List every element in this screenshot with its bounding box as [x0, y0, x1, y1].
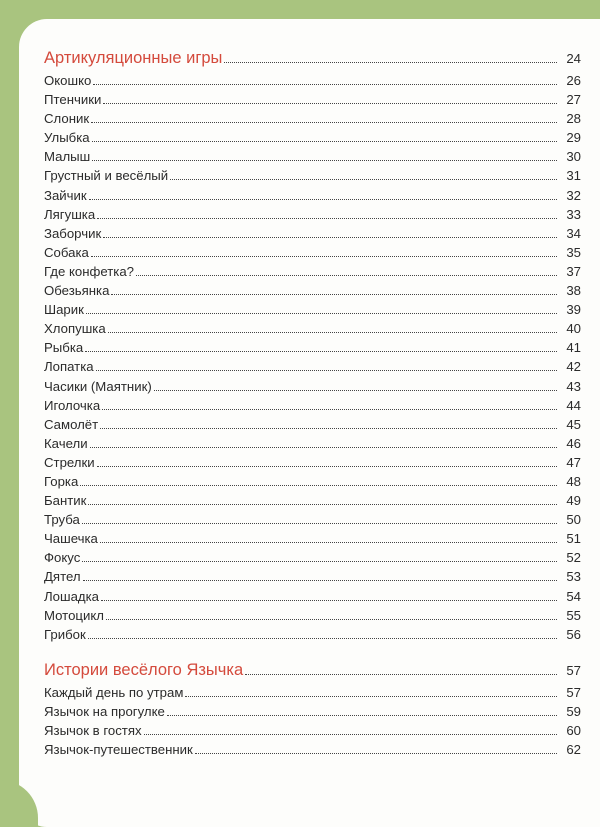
dot-leader [88, 504, 557, 505]
toc-entry[interactable] [44, 625, 581, 644]
entry-page-number: 47 [566, 454, 581, 470]
entry-page-number: 28 [566, 111, 581, 127]
dot-leader [101, 600, 557, 601]
entry-page-number: 62 [566, 742, 581, 758]
entry-page-number: 51 [566, 531, 581, 547]
dot-leader [93, 84, 557, 85]
toc-entry[interactable] [44, 338, 581, 357]
toc-entry[interactable] [44, 357, 581, 376]
entry-page-number: 50 [566, 512, 581, 528]
dot-leader [91, 122, 557, 123]
entry-page-number: 33 [566, 206, 581, 222]
entry-title: Малыш [44, 149, 91, 165]
entry-page-number: 45 [566, 416, 581, 432]
toc-entry[interactable] [44, 434, 581, 453]
dot-leader [195, 753, 557, 754]
entry-page-number: 39 [566, 302, 581, 318]
entry-page-number: 55 [566, 607, 581, 623]
dot-leader [96, 370, 557, 371]
dot-leader [100, 542, 557, 543]
entry-page-number: 54 [566, 588, 581, 604]
dot-leader [86, 313, 557, 314]
toc-entry[interactable] [44, 702, 581, 721]
entry-page-number: 44 [566, 397, 581, 413]
dot-leader [103, 103, 557, 104]
toc-entry[interactable] [44, 224, 581, 243]
entry-page-number: 26 [566, 73, 581, 88]
entry-title: Иголочка [44, 397, 101, 413]
entry-title: Самолёт [44, 416, 99, 432]
entry-title: Лошадка [44, 588, 99, 604]
entry-title: Каждый день по утрам [44, 684, 184, 700]
entry-title: Часики (Маятник) [44, 378, 152, 394]
toc-entry[interactable] [44, 491, 581, 510]
toc-entry[interactable] [44, 243, 581, 262]
dot-leader [90, 447, 557, 448]
toc-entry[interactable] [44, 529, 581, 548]
entry-page-number: 34 [566, 225, 581, 241]
entry-page-number: 43 [566, 378, 581, 394]
dot-leader [100, 428, 557, 429]
entry-page-number: 57 [566, 684, 581, 700]
toc-section [44, 658, 581, 759]
entry-page-number: 29 [566, 130, 581, 146]
entry-title: Грибок [44, 626, 86, 642]
entry-page-number: 32 [566, 187, 581, 203]
entry-title: Качели [44, 435, 88, 451]
toc-entry[interactable] [44, 548, 581, 567]
section-page-number: 57 [566, 662, 581, 678]
entry-page-number: 35 [566, 244, 581, 260]
toc-entry[interactable] [44, 567, 581, 586]
entry-page-number: 42 [566, 359, 581, 375]
entry-title: Язычок-путешественник [44, 742, 193, 758]
entry-title: Лягушка [44, 206, 96, 222]
entry-page-number: 37 [566, 263, 581, 279]
dot-leader [85, 351, 557, 352]
dot-leader [106, 619, 557, 620]
dot-leader [83, 580, 557, 581]
dot-leader [136, 275, 557, 276]
entry-title: Зайчик [44, 187, 87, 203]
entry-title: Шарик [44, 302, 84, 318]
dot-leader [185, 696, 557, 697]
entry-page-number: 53 [566, 569, 581, 585]
section-title: Истории весёлого Язычка [44, 660, 244, 679]
entry-page-number: 56 [566, 626, 581, 642]
entry-title: Заборчик [44, 225, 102, 241]
entry-title: Слоник [44, 111, 90, 127]
toc-entry[interactable] [44, 281, 581, 300]
dot-leader [80, 485, 557, 486]
dot-leader [170, 179, 557, 180]
entry-page-number: 27 [566, 92, 581, 108]
entry-title: Грустный и весёлый [44, 168, 169, 184]
entry-title: Собака [44, 244, 89, 260]
dot-leader [108, 332, 557, 333]
toc-entry[interactable] [44, 109, 581, 128]
toc-entry[interactable] [44, 186, 581, 205]
dot-leader [245, 674, 557, 675]
entry-page-number: 48 [566, 473, 581, 489]
entry-title: Труба [44, 512, 80, 528]
dot-leader [97, 466, 557, 467]
section-title: Артикуляционные игры [44, 49, 223, 67]
entry-page-number: 52 [566, 550, 581, 566]
entry-title: Окошко [44, 73, 92, 88]
dot-leader [82, 561, 557, 562]
entry-page-number: 30 [566, 149, 581, 165]
entry-title: Рыбка [44, 340, 84, 356]
dot-leader [154, 390, 557, 391]
entry-page-number: 41 [566, 340, 581, 356]
entry-page-number: 46 [566, 435, 581, 451]
toc-entry[interactable] [44, 415, 581, 434]
dot-leader [91, 256, 557, 257]
dot-leader [88, 638, 557, 639]
dot-leader [92, 160, 557, 161]
toc-entry-list [44, 71, 581, 644]
entry-title: Язычок в гостях [44, 723, 142, 738]
entry-title: Фокус [44, 550, 81, 566]
entry-page-number: 31 [566, 168, 581, 184]
dot-leader [224, 62, 557, 63]
dot-leader [92, 141, 557, 142]
entry-title: Дятел [44, 569, 81, 585]
toc-entry[interactable] [44, 166, 581, 185]
entry-page-number: 59 [566, 703, 581, 719]
toc-entry[interactable] [44, 606, 581, 625]
entry-title: Где конфетка? [44, 263, 134, 279]
toc-entry[interactable] [44, 587, 581, 606]
entry-title: Мотоцикл [44, 607, 104, 623]
toc-entry[interactable] [44, 205, 581, 224]
entry-title: Бантик [44, 493, 87, 509]
dot-leader [167, 715, 557, 716]
toc-entry[interactable] [44, 300, 581, 319]
dot-leader [102, 409, 557, 410]
toc-entry[interactable] [44, 740, 581, 759]
toc-entry[interactable] [44, 683, 581, 702]
toc-entry[interactable] [44, 377, 581, 396]
entry-page-number: 60 [566, 723, 581, 738]
entry-title: Птенчики [44, 92, 102, 108]
section-page-number: 24 [566, 51, 581, 66]
dot-leader [144, 734, 557, 735]
dot-leader [103, 237, 557, 238]
toc-section [44, 46, 581, 644]
entry-title: Стрелки [44, 454, 95, 470]
toc-entry-list [44, 683, 581, 759]
toc-entry[interactable] [44, 128, 581, 147]
dot-leader [82, 523, 557, 524]
dot-leader [89, 199, 557, 200]
toc-entry[interactable] [44, 90, 581, 109]
entry-title: Хлопушка [44, 321, 106, 337]
entry-title: Чашечка [44, 531, 98, 547]
toc-entry[interactable] [44, 472, 581, 491]
toc-entry[interactable] [44, 396, 581, 415]
entry-title: Язычок на прогулке [44, 703, 165, 719]
dot-leader [111, 294, 557, 295]
toc-entry[interactable] [44, 71, 581, 90]
entry-page-number: 40 [566, 321, 581, 337]
dot-leader [97, 218, 557, 219]
entry-page-number: 38 [566, 283, 581, 299]
toc-entry[interactable] [44, 721, 581, 740]
toc-entry[interactable] [44, 262, 581, 281]
toc-section-heading[interactable] [44, 46, 581, 70]
entry-title: Обезьянка [44, 283, 110, 299]
entry-title: Лопатка [44, 359, 94, 375]
toc-entry[interactable] [44, 453, 581, 472]
toc-entry[interactable] [44, 510, 581, 529]
toc-entry[interactable] [44, 319, 581, 338]
toc-entry[interactable] [44, 147, 581, 166]
entry-page-number: 49 [566, 493, 581, 509]
table-of-contents [44, 46, 581, 759]
entry-title: Горка [44, 473, 79, 489]
toc-section-heading[interactable] [44, 658, 581, 682]
entry-title: Улыбка [44, 130, 90, 146]
